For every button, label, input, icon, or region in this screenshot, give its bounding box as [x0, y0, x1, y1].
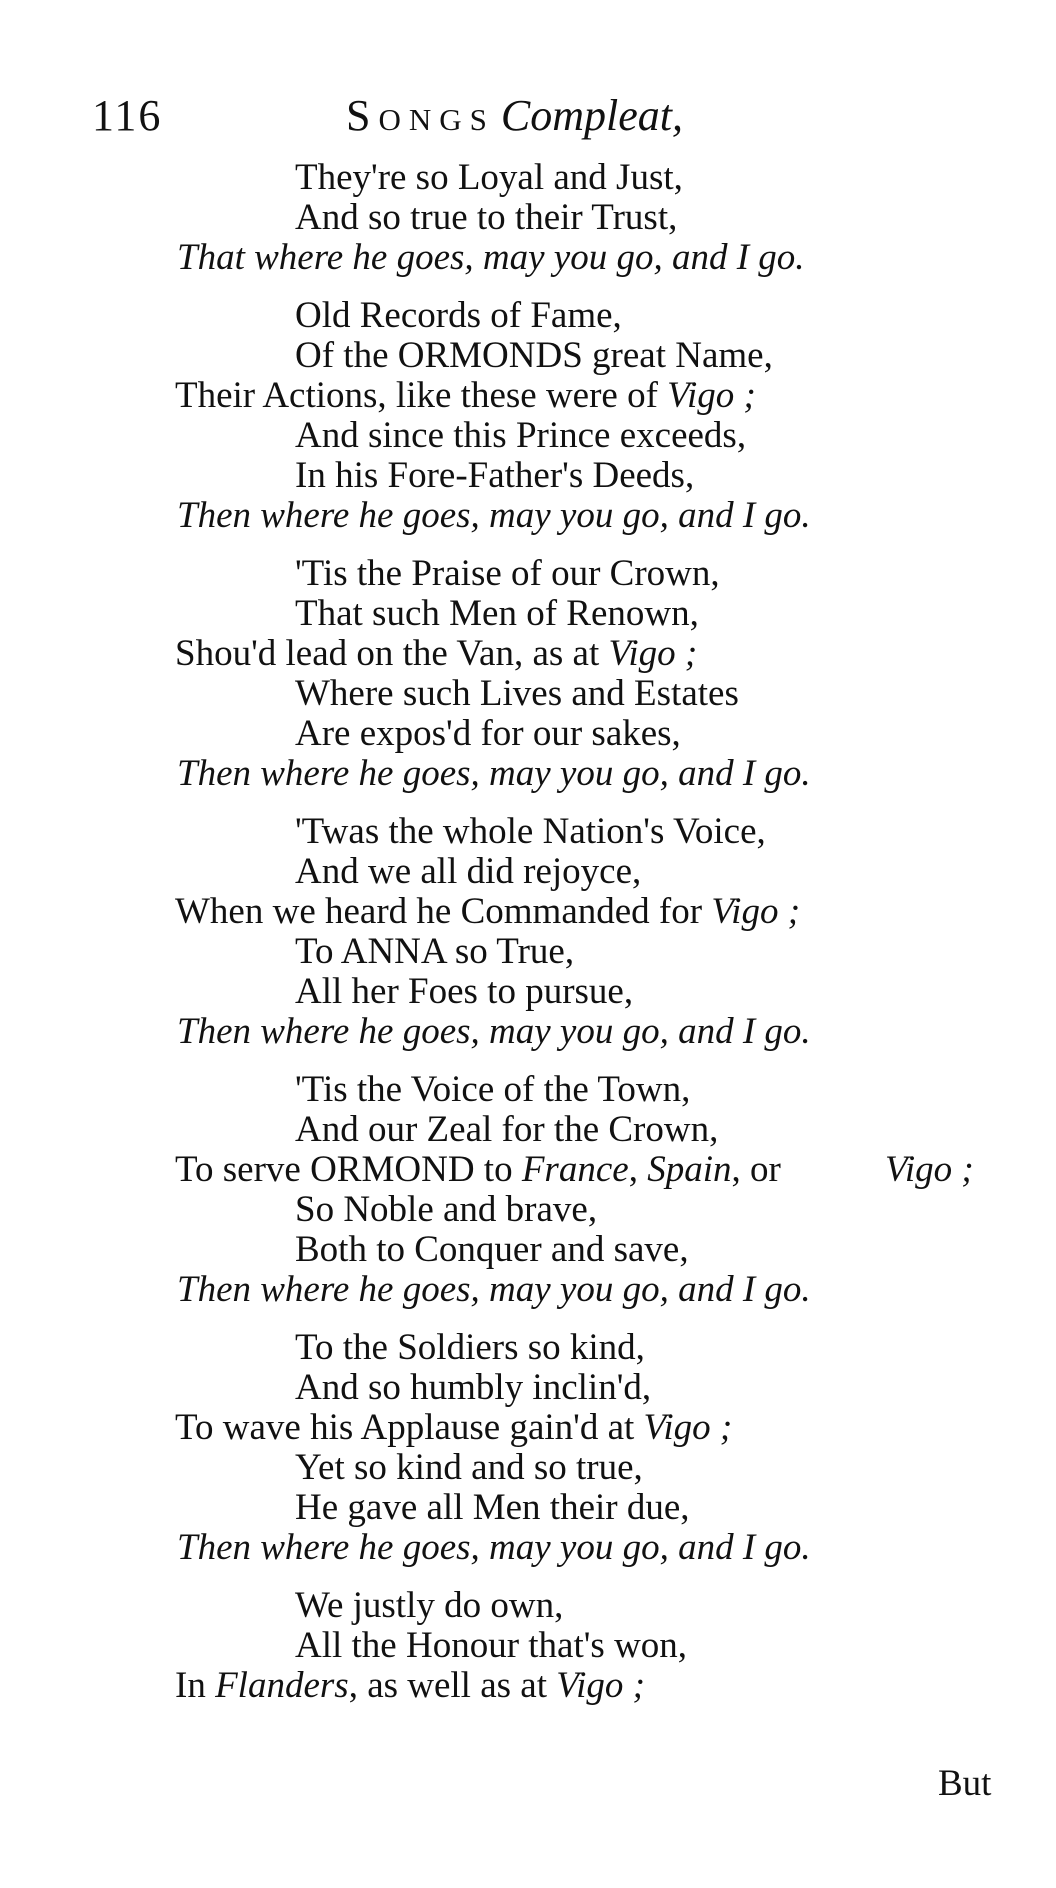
place-name-flanders: Flanders [215, 1665, 349, 1706]
verse-line: Are expos'd for our sakes, [295, 713, 681, 754]
verse-line: Old Records of Fame, [295, 295, 622, 336]
place-name-vigo: Vigo ; [711, 891, 801, 932]
verse-line: They're so Loyal and Just, [295, 157, 683, 198]
place-name-vigo: Vigo ; [667, 375, 756, 416]
verse-line: 'Tis the Voice of the Town, [295, 1069, 691, 1110]
verse-line: Of the ORMONDS great Name, [295, 335, 773, 376]
running-head [346, 90, 683, 141]
verse-line: He gave all Men their due, [295, 1487, 690, 1528]
verse-line: And so humbly inclin'd, [295, 1367, 652, 1408]
refrain-line: Then where he goes, may you go, and I go. [177, 495, 811, 536]
refrain-line: Then where he goes, may you go, and I go. [177, 753, 811, 794]
verse-text: To serve ORMOND to [175, 1149, 522, 1190]
verse-line [0, 1150, 1056, 1190]
verse-line: So Noble and brave, [295, 1189, 598, 1230]
place-name-france: France [521, 1149, 629, 1190]
place-name-vigo: Vigo ; [556, 1665, 645, 1706]
stanza-6 [0, 1328, 1056, 1568]
verse-text: In [175, 1665, 216, 1706]
verse-line: Yet so kind and so true, [295, 1447, 643, 1488]
verse-line: 'Tis the Praise of our Crown, [295, 553, 720, 594]
running-head-caps: Songs [346, 91, 495, 140]
stanza-4 [0, 812, 1056, 1052]
verse-line [0, 376, 1056, 416]
verse-line: That such Men of Renown, [295, 593, 699, 634]
running-head-italic: Compleat, [500, 91, 683, 140]
verse-text: Shou'd lead on the Van, as at [175, 633, 609, 674]
verse-line: Both to Conquer and save, [295, 1229, 689, 1270]
refrain-line: That where he goes, may you go, and I go. [177, 237, 805, 278]
stanza-3 [0, 554, 1056, 794]
verse-line: Where such Lives and Estates [295, 673, 739, 714]
verse-line: We justly do own, [295, 1585, 564, 1626]
refrain-line: Then where he goes, may you go, and I go. [177, 1269, 811, 1310]
stanza-5 [0, 1070, 1056, 1310]
verse-line: All the Honour that's won, [295, 1625, 688, 1666]
verse-line [0, 634, 1056, 674]
stanza-2 [0, 296, 1056, 536]
verse-line: And so true to their Trust, [295, 197, 678, 238]
verse-line: To the Soldiers so kind, [295, 1327, 645, 1368]
stanza-1 [0, 158, 1056, 278]
place-name-vigo: Vigo ; [885, 1149, 974, 1190]
verse-text: Their Actions, like these were of [175, 375, 668, 416]
refrain-line: Then where he goes, may you go, and I go. [177, 1527, 811, 1568]
refrain-line: Then where he goes, may you go, and I go. [177, 1011, 811, 1052]
verse-text: , as well as at [348, 1665, 557, 1706]
verse-text: , [628, 1149, 648, 1190]
verse-text: To wave his Applause gain'd at [175, 1407, 644, 1448]
place-name-vigo: Vigo ; [608, 633, 698, 674]
verse-line: All her Foes to pursue, [295, 971, 634, 1012]
place-name-spain: Spain [647, 1149, 732, 1190]
verse-line [0, 892, 1056, 932]
verse-line [0, 1408, 1056, 1448]
verse-text: , or [731, 1149, 781, 1190]
stanza-7 [0, 1586, 1056, 1706]
verse-line: And we all did rejoyce, [295, 851, 642, 892]
page-number: 116 [92, 91, 163, 140]
verse-line: And our Zeal for the Crown, [295, 1109, 719, 1150]
verse-line: To ANNA so True, [295, 931, 575, 972]
verse-text: When we heard he Commanded for [175, 891, 712, 932]
verse-line: 'Twas the whole Nation's Voice, [295, 811, 766, 852]
verse-line [0, 1666, 1056, 1706]
catchword: But [938, 1763, 992, 1804]
poem [0, 158, 1056, 1724]
verse-line: In his Fore-Father's Deeds, [295, 455, 695, 496]
page-header [0, 90, 1056, 150]
verse-line: And since this Prince exceeds, [295, 415, 747, 456]
place-name-vigo: Vigo ; [643, 1407, 733, 1448]
